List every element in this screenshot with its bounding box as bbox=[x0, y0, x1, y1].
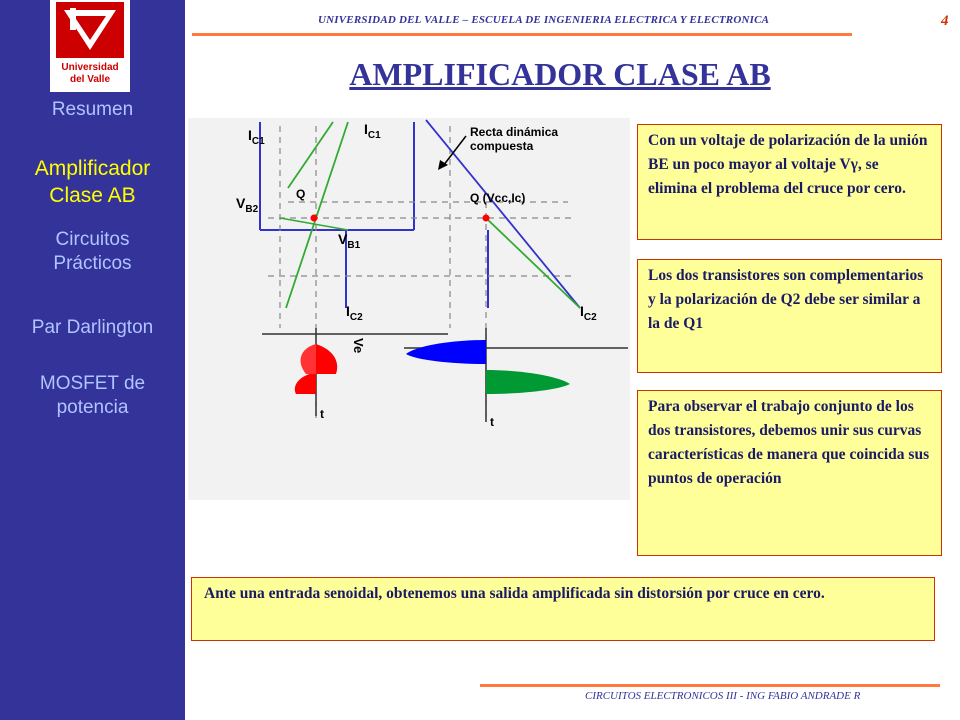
t-right-label: t bbox=[490, 415, 494, 429]
sidebar bbox=[0, 0, 185, 720]
note-salida-amplificada: Ante una entrada senoidal, obtenemos una salida amplificada sin distorsión por cruce en cero. bbox=[191, 577, 935, 641]
q-right-point bbox=[483, 215, 490, 222]
class-ab-characteristic-figure bbox=[188, 118, 630, 500]
sidebar-item-mosfet-potencia[interactable]: MOSFET de potencia bbox=[39, 373, 146, 418]
header-university: UNIVERSIDAD DEL VALLE – ESCUELA DE INGENIERIA ELECTRICA Y ELECTRONICA bbox=[318, 14, 770, 26]
vb2-label: $V_{B2}$ bbox=[236, 195, 259, 215]
ic2-left-label: $I_{C2}$ bbox=[346, 303, 363, 323]
page-title: AMPLIFICADOR CLASE AB bbox=[349, 56, 771, 92]
ve-label: Ve bbox=[351, 338, 366, 354]
university-shield-icon bbox=[50, 0, 130, 60]
q2-input-curve bbox=[288, 122, 333, 188]
footer-text: CIRCUITOS ELECTRONICOS III - ING FABIO ANDRADE R bbox=[585, 690, 861, 702]
footer-divider bbox=[480, 684, 940, 687]
recta-label-1: Recta dinámica bbox=[470, 125, 559, 139]
output-wave-q2 bbox=[486, 370, 570, 394]
vb1-label: $V_{B1}$ bbox=[338, 231, 361, 251]
q-right-label: Q (Vcc,Ic) bbox=[470, 191, 526, 205]
note-complementarios: Los dos transistores son complementarios y la polarización de Q2 debe ser similar a la de Q1 bbox=[637, 259, 942, 373]
output-wave-q1 bbox=[406, 340, 486, 364]
sidebar-item-resumen[interactable]: Resumen bbox=[51, 99, 134, 120]
logo-line-2: del Valle bbox=[69, 74, 111, 85]
t-left-label: t bbox=[320, 407, 324, 421]
note-curvas: Para observar el trabajo conjunto de los dos transistores, debemos unir sus curvas características de manera que coincida sus puntos de operación bbox=[637, 390, 942, 556]
university-logo bbox=[50, 0, 130, 92]
logo-line-1: Universidad bbox=[61, 62, 119, 73]
ic2-right-label: $I_{C2}$ bbox=[580, 303, 597, 323]
ic1-right-label: $I_{C1}$ bbox=[364, 121, 381, 141]
sidebar-item-amplificador-clase-ab[interactable]: Amplificador Clase AB bbox=[34, 157, 151, 207]
note-polarizacion: Con un voltaje de polarización de la unión BE un poco mayor al voltaje Vγ, se elimina el problema del cruce por cero. bbox=[637, 124, 942, 240]
recta-label-2: compuesta bbox=[470, 139, 534, 153]
q1-input-curve bbox=[286, 122, 348, 308]
q-left-point bbox=[311, 215, 318, 222]
ic1-left-label: $I_{C1}$ bbox=[248, 127, 265, 147]
page-number: 4 bbox=[941, 13, 949, 29]
header-divider bbox=[192, 33, 852, 36]
q-left-label: Q bbox=[296, 187, 306, 201]
input-wave-positive bbox=[316, 344, 337, 374]
sidebar-item-circuitos-practicos[interactable]: Circuitos Prácticos bbox=[53, 229, 132, 274]
right-green-line bbox=[486, 218, 580, 308]
sidebar-item-par-darlington[interactable]: Par Darlington bbox=[31, 317, 154, 338]
input-wave-negative bbox=[295, 372, 316, 394]
